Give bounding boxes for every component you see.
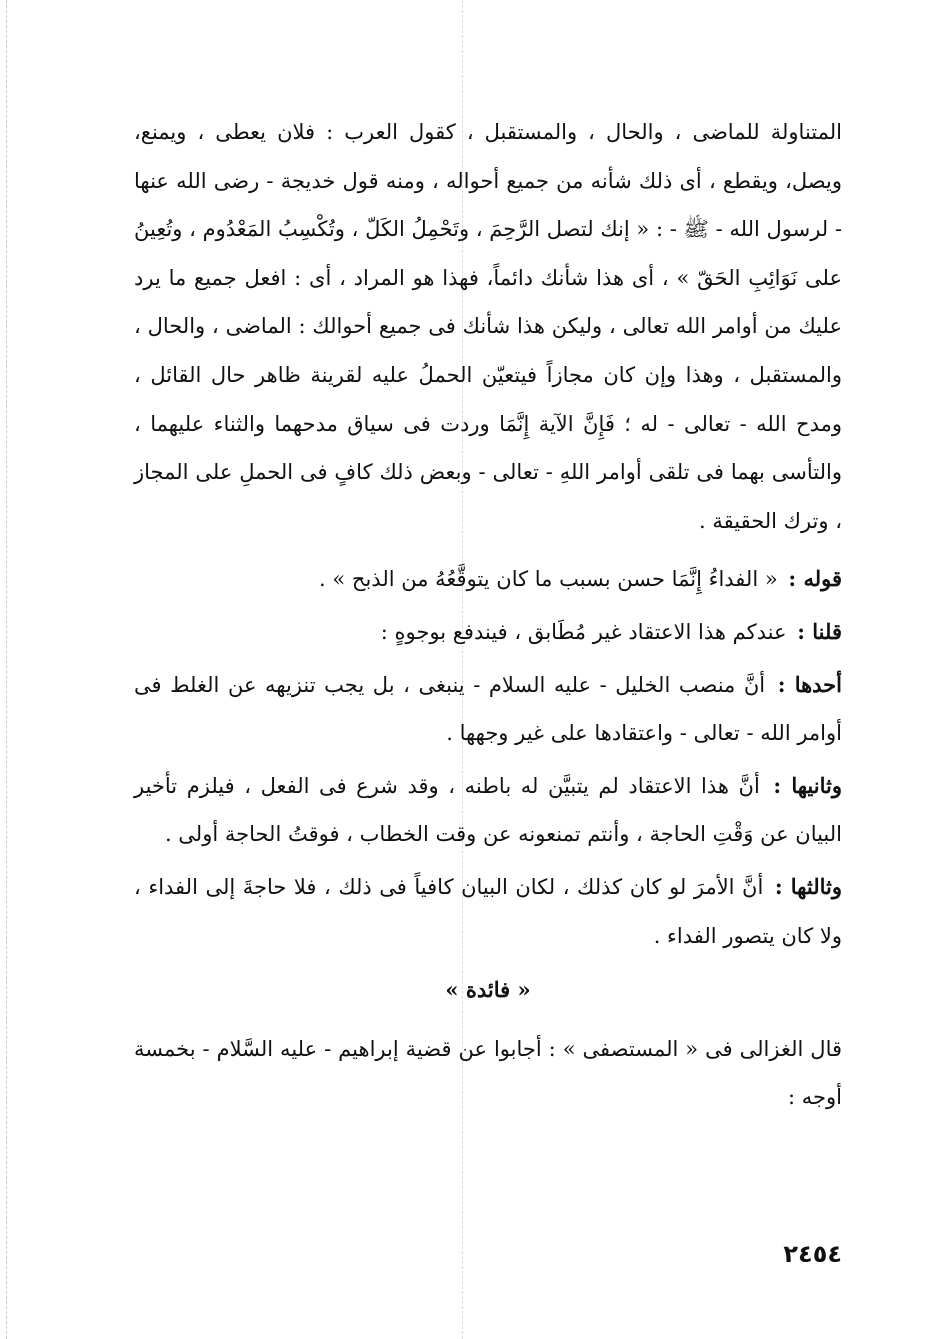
faida-heading: « فائدة » [445, 977, 531, 1003]
ahaduha-lead: أحدها : [777, 671, 842, 697]
faida-paragraph: قال الغزالى فى « المستصفى » : أجابوا عن قضية إبراهيم - عليه السَّلام - بخمسة أوجه : [134, 1036, 842, 1110]
intro-paragraph: المتناولة للماضى ، والحال ، والمستقبل ، كقول العرب : فلان يعطى ، ويمنع، ويصل، ويقطع ، أى ذلك شأنه من جميع أحواله ، ومنه قول خديجة - رضى الله عنها - لرسول الله - ﷺ - : « إنك لتصل الرَّحِمَ ، وتَحْمِلُ الكَلّ ، وتُكْسِبُ المَعْدُوم ، وتُعِينُ على نَوَائِبِ الحَقّ » ، أى هذا شأنك دائماً، فهذا هو المراد ، أى : افعل جميع ما يرد عليك من أوامر الله تعالى ، وليكن هذا شأنك فى جميع أحوالك : الماضى ، والحال ، والمستقبل ، وهذا وإن كان مجازاً فيتعيّن الحملُ عليه لقرينة ظاهر حال القائل ، ومدح الله - تعالى - له ؛ فَإِنَّ الآية إِنَّمَا وردت فى سياق مدحهما والثناء عليهما ، والتأسى بهما فى تلقى أوامر اللهِ - تعالى - وبعض ذلك كافٍ فى الحملِ على المجاز ، وترك الحقيقة . [134, 120, 842, 533]
thalithuha-text: أنَّ الأمرَ لو كان كذلك ، لكان البيان كافياً فى ذلك ، فلا حاجةَ إلى الفداء ، ولا كان يتصور الفداء . [134, 874, 842, 948]
qulna-lead: قلنا : [797, 618, 842, 644]
thaniha-lead: وثانيها : [773, 772, 842, 798]
thaniha-text: أنَّ هذا الاعتقاد لم يتبيَّن له باطنه ، وقد شرع فى الفعل ، فيلزم تأخير البيان عن وَقْتِ الحاجة ، وأنتم تمنعونه عن وقت الخطاب ، فوقتُ الحاجة أولى . [134, 773, 842, 847]
thalithuha-lead: وثالثها : [774, 873, 842, 899]
qulna-text: عندكم هذا الاعتقاد غير مُطَابق ، فيندفع بوجوهٍ : [380, 619, 787, 644]
page-number: ٢٤٥٤ [783, 1240, 842, 1268]
thalithuha-paragraph [134, 863, 842, 960]
thaniha-paragraph [134, 762, 842, 859]
page-edge-line [6, 0, 7, 1339]
qulna-paragraph [134, 608, 842, 657]
ahaduha-text: أنَّ منصب الخليل - عليه السلام - ينبغى ، بل يجب تنزيهه عن الغلط فى أوامر الله - تعالى - واعتقادها على غير وجهها . [134, 672, 842, 746]
qawluhu-paragraph [134, 555, 842, 604]
page-body [134, 108, 842, 1122]
qawluhu-text: « الفداءُ إِنَّمَا حسن بسبب ما كان يتوقَّعُهُ من الذبح » . [319, 567, 778, 592]
qawluhu-lead: قوله : [788, 566, 842, 592]
ahaduha-paragraph [134, 661, 842, 758]
